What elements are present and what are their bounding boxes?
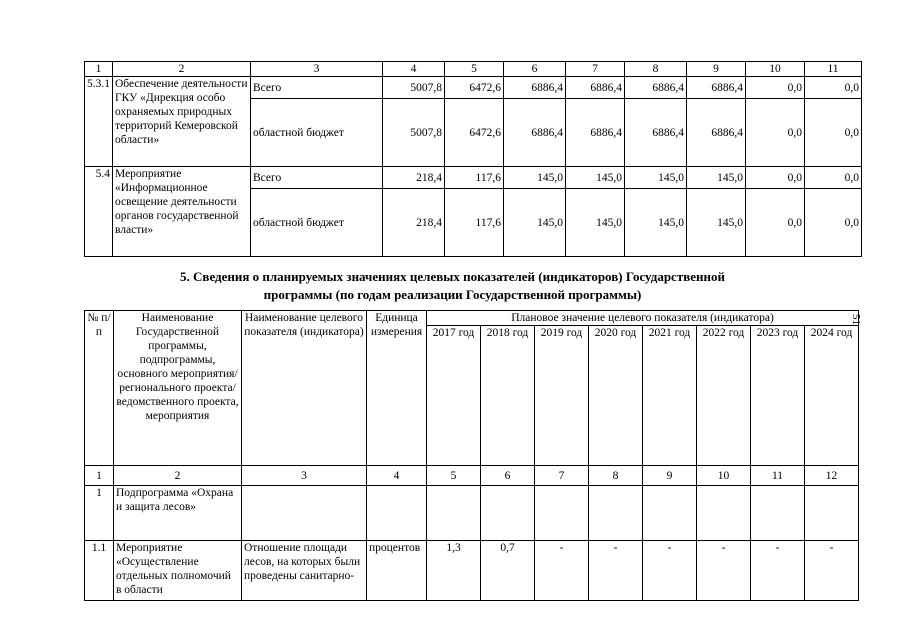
col-number: 9 [643,466,697,486]
budget-table [84,61,862,257]
funding-source: областной бюджет [251,99,383,167]
header-unit: Единица измерения [367,311,427,466]
col-number: 11 [751,466,805,486]
row-num: 1 [85,486,114,541]
section-title-line: программы (по годам реализации Государственной программы) [263,287,642,302]
row-indicator: Отношение площади лесов, на которых были проведены санитарно- [242,541,367,601]
value-cell: 145,0 [504,189,566,257]
indicators-header-row [85,311,859,326]
funding-source: Всего [251,167,383,189]
value-cell: 145,0 [566,167,625,189]
value-cell [643,486,697,541]
section-title-line: 5. Сведения о планируемых значениях целевых показателей (индикаторов) Государственной [180,269,725,284]
header-year: 2018 год [481,326,535,466]
value-cell: - [643,541,697,601]
value-cell: 5007,8 [383,99,445,167]
value-cell [535,486,589,541]
value-cell [427,486,481,541]
value-cell: 117,6 [445,167,504,189]
budget-col-number: 2 [113,62,251,77]
value-cell: - [751,541,805,601]
value-cell [589,486,643,541]
header-year: 2024 год [805,326,859,466]
col-number: 6 [481,466,535,486]
funding-source: Всего [251,77,383,99]
row-name: Обеспечение деятельности ГКУ «Дирекция особо охраняемых природных территорий Кемеровской области» [113,77,251,167]
funding-source: областной бюджет [251,189,383,257]
col-number: 2 [114,466,242,486]
row-name: Мероприятие «Информационное освещение деятельности органов государственной власти» [113,167,251,257]
value-cell: 1,3 [427,541,481,601]
header-year: 2017 год [427,326,481,466]
indicators-table [84,310,859,601]
value-cell: 6886,4 [566,77,625,99]
row-num: 1.1 [85,541,114,601]
budget-col-number: 6 [504,62,566,77]
value-cell: 145,0 [566,189,625,257]
value-cell: - [589,541,643,601]
row-name: Подпрограмма «Охрана и защита лесов» [114,486,242,541]
page-number: 51 [850,314,862,325]
value-cell [697,486,751,541]
row-unit: процентов [367,541,427,601]
row-indicator [242,486,367,541]
value-cell: 145,0 [625,189,687,257]
value-cell: - [535,541,589,601]
col-number: 3 [242,466,367,486]
value-cell: 145,0 [625,167,687,189]
budget-col-number: 4 [383,62,445,77]
value-cell: 218,4 [383,189,445,257]
value-cell [481,486,535,541]
value-cell: 0,0 [805,167,862,189]
col-number: 1 [85,466,114,486]
row-unit [367,486,427,541]
budget-table-row [85,167,862,189]
value-cell: 0,0 [746,99,805,167]
value-cell: 145,0 [687,167,746,189]
budget-col-number: 1 [85,62,113,77]
header-year: 2022 год [697,326,751,466]
indicator-row [85,541,859,601]
value-cell: - [697,541,751,601]
value-cell: 0,0 [746,77,805,99]
section-title [0,268,905,304]
value-cell: 6886,4 [687,77,746,99]
value-cell: 145,0 [504,167,566,189]
col-number: 4 [367,466,427,486]
header-name: Наименование Государственной программы, подпрограммы, основного мероприятия/ регионального проекта/ ведомственного проекта, мероприятия [114,311,242,466]
header-year: 2021 год [643,326,697,466]
col-number: 7 [535,466,589,486]
value-cell: 145,0 [687,189,746,257]
value-cell [805,486,859,541]
col-number: 12 [805,466,859,486]
header-year: 2023 год [751,326,805,466]
col-number: 5 [427,466,481,486]
budget-col-number: 5 [445,62,504,77]
budget-table-header-row [85,62,862,77]
value-cell: - [805,541,859,601]
header-planned: Плановое значение целевого показателя (индикатора) [427,311,859,326]
value-cell: 0,0 [746,189,805,257]
value-cell: 0,0 [746,167,805,189]
value-cell: 6886,4 [625,77,687,99]
value-cell: 218,4 [383,167,445,189]
value-cell: 6472,6 [445,99,504,167]
value-cell: 6886,4 [625,99,687,167]
budget-col-number: 9 [687,62,746,77]
col-number: 8 [589,466,643,486]
value-cell: 0,7 [481,541,535,601]
budget-col-number: 3 [251,62,383,77]
value-cell: 0,0 [805,77,862,99]
value-cell [751,486,805,541]
budget-col-number: 8 [625,62,687,77]
col-number: 10 [697,466,751,486]
value-cell: 0,0 [805,189,862,257]
row-name: Мероприятие «Осуществление отдельных полномочий в области [114,541,242,601]
indicators-colnum-row [85,466,859,486]
indicator-row [85,486,859,541]
budget-col-number: 7 [566,62,625,77]
header-indicator: Наименование целевого показателя (индикатора) [242,311,367,466]
budget-col-number: 10 [746,62,805,77]
value-cell: 6472,6 [445,77,504,99]
value-cell: 0,0 [805,99,862,167]
header-year: 2019 год [535,326,589,466]
header-year: 2020 год [589,326,643,466]
budget-col-number: 11 [805,62,862,77]
value-cell: 6886,4 [504,77,566,99]
value-cell: 6886,4 [687,99,746,167]
header-num: № п/п [85,311,114,466]
row-code: 5.3.1 [85,77,113,167]
value-cell: 6886,4 [504,99,566,167]
budget-table-row [85,77,862,99]
value-cell: 117,6 [445,189,504,257]
row-code: 5.4 [85,167,113,257]
value-cell: 6886,4 [566,99,625,167]
value-cell: 5007,8 [383,77,445,99]
